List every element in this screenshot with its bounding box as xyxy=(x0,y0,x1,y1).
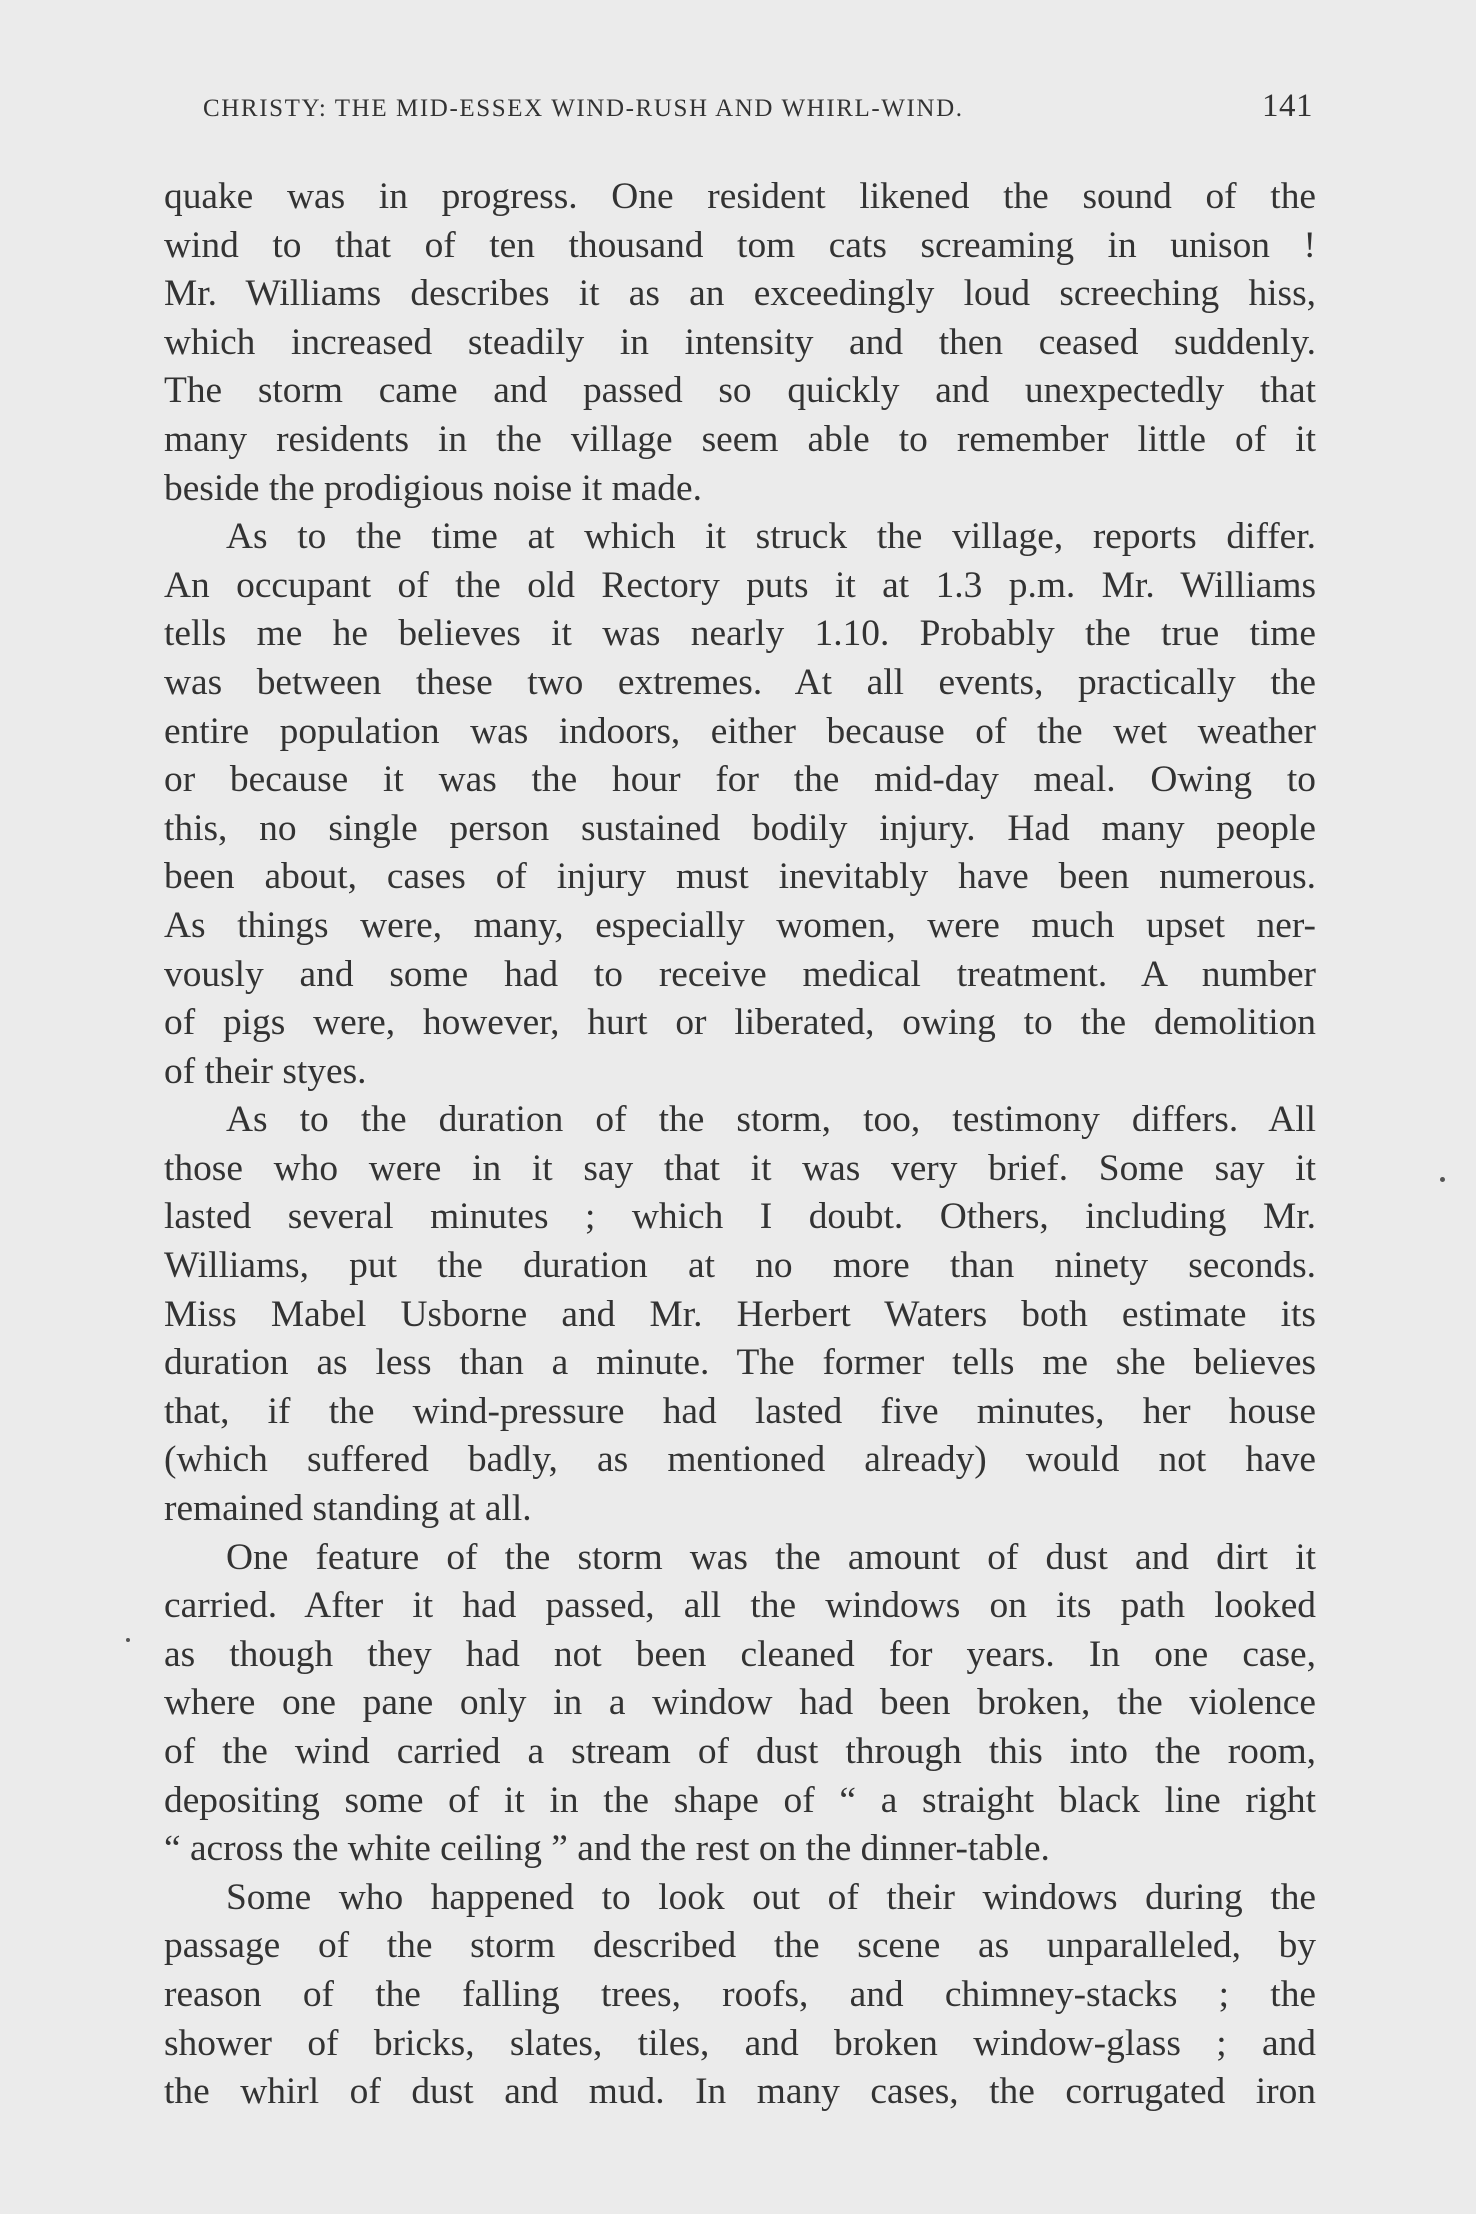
text-line: Miss Mabel Usborne and Mr. Herbert Waters both estimate its xyxy=(164,1293,1316,1335)
text-line: The storm came and passed so quickly and unexpectedly that xyxy=(164,370,1316,412)
text-line: wind to that of ten thousand tom cats screaming in unison ! xyxy=(164,224,1316,266)
text-line: lasted several minutes ; which I doubt. Others, including Mr. xyxy=(164,1196,1316,1238)
text-line: “ across the white ceiling ” and the rest on the dinner-table. xyxy=(164,1828,1050,1870)
text-line: entire population was indoors, either because of the wet weather xyxy=(164,710,1316,752)
running-title: CHRISTY: THE MID-ESSEX WIND-RUSH AND WHIRL-WIND. xyxy=(203,95,964,122)
print-speck xyxy=(1440,1177,1445,1182)
text-line: One feature of the storm was the amount of dust and dirt it xyxy=(226,1536,1316,1578)
text-line: quake was in progress. One resident likened the sound of the xyxy=(164,176,1316,217)
text-line: Mr. Williams describes it as an exceedingly loud screeching hiss, xyxy=(164,273,1316,315)
body-text xyxy=(164,173,1316,2117)
text-line: been about, cases of injury must inevitably have been numerous. xyxy=(164,856,1316,898)
text-line: tells me he believes it was nearly 1.10. Probably the true time xyxy=(164,613,1316,655)
running-head xyxy=(203,88,1313,125)
text-line: vously and some had to receive medical treatment. A number xyxy=(164,953,1316,995)
text-line: carried. After it had passed, all the windows on its path looked xyxy=(164,1585,1316,1627)
text-line: passage of the storm described the scene as unparalleled, by xyxy=(164,1925,1316,1967)
text-line: As to the time at which it struck the village, reports differ. xyxy=(226,516,1316,558)
text-line: depositing some of it in the shape of “ a straight black line right xyxy=(164,1779,1316,1821)
text-line: duration as less than a minute. The former tells me she believes xyxy=(164,1342,1316,1384)
page-number: 141 xyxy=(1262,88,1313,124)
text-line: As things were, many, especially women, were much upset ner- xyxy=(164,904,1316,946)
text-line: Some who happened to look out of their windows during the xyxy=(226,1876,1316,1918)
text-line: Williams, put the duration at no more than ninety seconds. xyxy=(164,1245,1316,1287)
text-line: of pigs were, however, hurt or liberated, owing to the demolition xyxy=(164,1002,1316,1044)
text-line: many residents in the village seem able to remember little of it xyxy=(164,418,1316,460)
text-line: (which suffered badly, as mentioned already) would not have xyxy=(164,1439,1316,1481)
text-line: of the wind carried a stream of dust through this into the room, xyxy=(164,1731,1316,1772)
text-line: An occupant of the old Rectory puts it at 1.3 p.m. Mr. Williams xyxy=(164,564,1316,606)
text-line: or because it was the hour for the mid-day meal. Owing to xyxy=(164,759,1316,801)
text-line: As to the duration of the storm, too, testimony differs. All xyxy=(226,1099,1316,1141)
text-line: of their styes. xyxy=(164,1050,367,1092)
text-line: that, if the wind-pressure had lasted five minutes, her house xyxy=(164,1390,1316,1432)
text-line: which increased steadily in intensity and then ceased suddenly. xyxy=(164,321,1316,363)
text-line: where one pane only in a window had been broken, the violence xyxy=(164,1682,1316,1724)
text-line: reason of the falling trees, roofs, and chimney-stacks ; the xyxy=(164,1973,1316,2015)
text-line: was between these two extremes. At all events, practically the xyxy=(164,661,1316,703)
print-speck xyxy=(126,1638,130,1642)
text-line: the whirl of dust and mud. In many cases, the corrugated iron xyxy=(164,2071,1316,2113)
text-line: shower of bricks, slates, tiles, and broken window-glass ; and xyxy=(164,2022,1316,2064)
text-line: beside the prodigious noise it made. xyxy=(164,467,702,509)
text-line: as though they had not been cleaned for years. In one case, xyxy=(164,1633,1316,1675)
text-line: this, no single person sustained bodily injury. Had many people xyxy=(164,807,1316,849)
text-line: remained standing at all. xyxy=(164,1488,532,1530)
text-line: those who were in it say that it was very brief. Some say it xyxy=(164,1147,1316,1189)
